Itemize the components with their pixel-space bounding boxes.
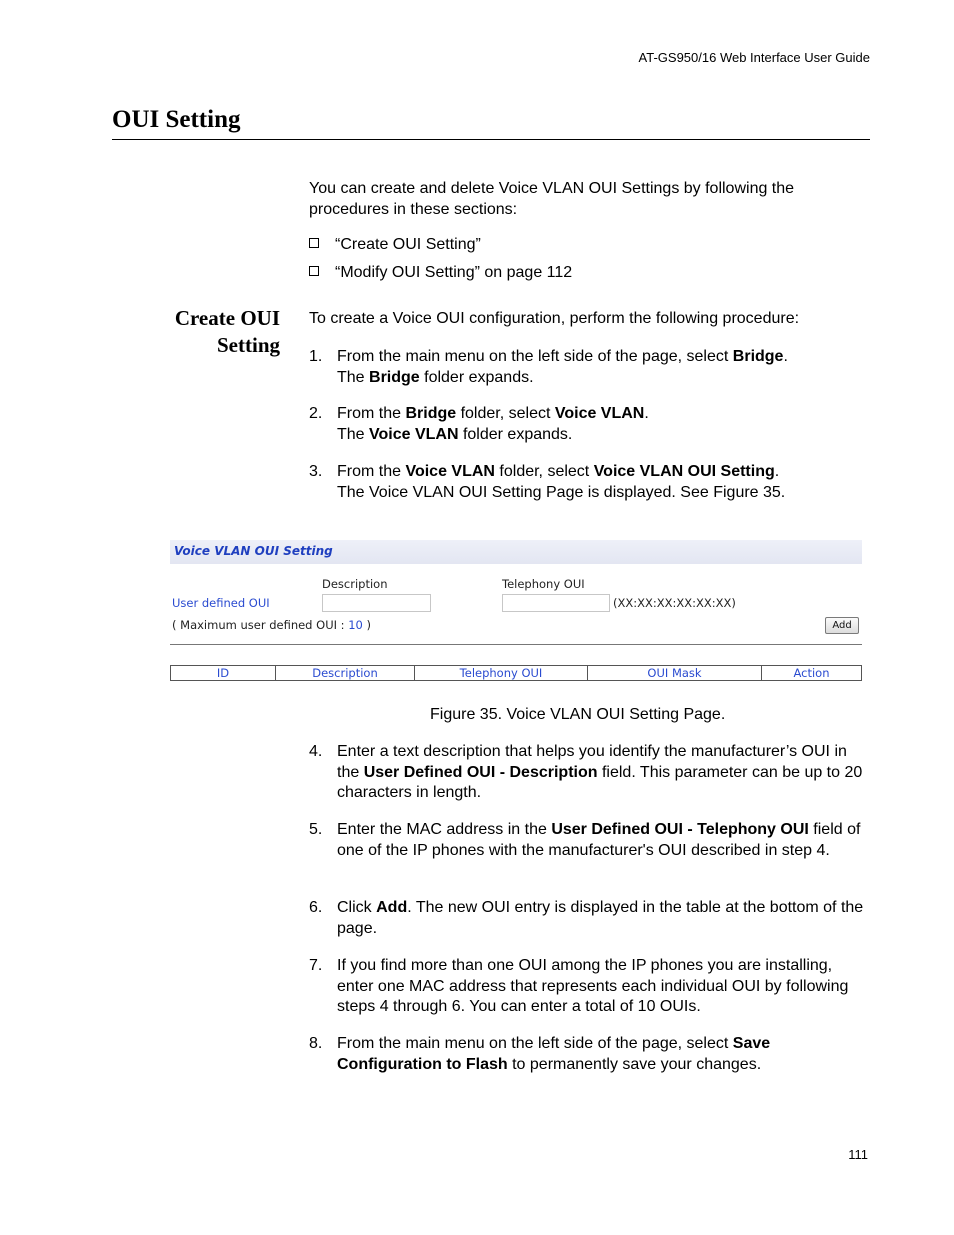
column-header-id[interactable]: ID (171, 666, 276, 680)
step-text-run: folder, select (456, 405, 555, 422)
running-header: AT-GS950/16 Web Interface User Guide (638, 50, 870, 65)
oui-table-header (170, 665, 862, 681)
figure-panel-title: Voice VLAN OUI Setting (174, 544, 333, 558)
step-bold-term: Add (376, 899, 408, 916)
description-label: Description (322, 577, 388, 591)
column-header-telephony-oui[interactable]: Telephony OUI (415, 666, 588, 680)
step-bold-term: Bridge (732, 348, 784, 365)
step-text (337, 742, 869, 804)
page-number: 111 (848, 1147, 868, 1162)
column-header-description[interactable]: Description (276, 666, 415, 680)
max-oui-text (172, 618, 371, 632)
step-bold-term: Voice VLAN (369, 425, 459, 443)
step-bold-term: Voice VLAN (554, 405, 645, 422)
step-text-run: Enter the MAC address in the (337, 821, 552, 838)
step-text (337, 347, 869, 368)
step-text (337, 368, 869, 389)
step-bold-term: Bridge (405, 405, 457, 422)
figure-title-bar (170, 540, 862, 564)
step-bold-term: Save Configuration to Flash (337, 1035, 771, 1073)
step-number: 4. (309, 743, 323, 760)
bullet-text: “Create OUI Setting” (335, 236, 481, 253)
figure-screenshot (170, 540, 862, 685)
subsection-intro: To create a Voice OUI configuration, perform the following procedure: (309, 310, 800, 327)
telephony-oui-input[interactable] (502, 594, 610, 612)
step-text-run: . (774, 463, 780, 480)
step-number: 1. (309, 348, 323, 365)
telephony-oui-label: Telephony OUI (502, 577, 585, 591)
add-button[interactable]: Add (825, 617, 859, 634)
step-text-run: folder expands. (419, 368, 534, 386)
step-text (337, 1034, 869, 1075)
column-header-oui-mask[interactable]: OUI Mask (588, 666, 762, 680)
step-text-run: to permanently save your changes. (507, 1055, 762, 1073)
step-number: 8. (309, 1035, 323, 1052)
user-defined-oui-label: User defined OUI (172, 596, 270, 610)
bullet-text: “Modify OUI Setting” on page 112 (335, 264, 573, 281)
step-number: 7. (309, 957, 323, 974)
step-text-run: From the (337, 463, 406, 480)
step-text-run: The (337, 368, 370, 386)
step-text (337, 425, 869, 446)
step-number: 2. (309, 405, 323, 422)
format-hint: (XX:XX:XX:XX:XX:XX) (613, 596, 736, 610)
bullet-item (309, 264, 572, 282)
step-text-run: Enter a text description that helps you identify the manufacturer’s OUI in the (337, 743, 847, 781)
checkbox-bullet-icon (309, 266, 319, 276)
column-header-action[interactable]: Action (793, 666, 830, 680)
step-text-run: From the (337, 405, 406, 422)
max-oui-value: 10 (348, 618, 363, 632)
step-text (337, 404, 869, 425)
step-bold-term: Voice VLAN (405, 463, 495, 480)
figure-divider (170, 644, 862, 645)
step-text (337, 956, 869, 1018)
step-text-run: The (337, 425, 370, 443)
step-text (337, 898, 869, 939)
step-bold-term: Voice VLAN OUI Setting (593, 463, 775, 480)
subsection-title-line: Setting (217, 333, 280, 357)
step-bold-term: Bridge (369, 368, 420, 386)
title-divider (112, 139, 870, 140)
intro-paragraph: You can create and delete Voice VLAN OUI Settings by following the procedures in these sections: (309, 180, 795, 218)
step-text (337, 462, 869, 483)
step-bold-term: User Defined OUI - Description (363, 763, 598, 781)
step-text-run: folder expands. (458, 425, 573, 443)
step-text (337, 820, 869, 861)
step-number: 6. (309, 899, 323, 916)
bullet-item (309, 236, 481, 254)
max-oui-prefix: ( Maximum user defined OUI : (172, 618, 349, 632)
step-number: 3. (309, 463, 323, 480)
subsection-title (140, 305, 280, 359)
step-text-run: From the main menu on the left side of the page, select (337, 1035, 733, 1052)
step-bold-term: User Defined OUI - Telephony OUI (551, 821, 809, 838)
subsection-title-line: Create OUI (174, 306, 280, 330)
step-text-run: field of one of the IP phones with the manufacturer's OUI described in step 4. (337, 821, 861, 859)
step-text-run: From the main menu on the left side of the page, select (337, 348, 733, 365)
max-oui-suffix: ) (362, 618, 371, 632)
description-input[interactable] (322, 594, 431, 612)
step-text (337, 483, 869, 504)
step-text-run: . The new OUI entry is displayed in the table at the bottom of the page. (337, 899, 864, 937)
step-number: 5. (309, 821, 323, 838)
step-text-run: If you find more than one OUI among the IP phones you are installing, enter one MAC address that represents each individual OUI by following steps 4 through 6. You can enter a total of 10 OUIs. (337, 957, 849, 1015)
step-text-run: . (644, 405, 649, 422)
step-text-run: Click (337, 899, 377, 916)
section-title: OUI Setting (112, 106, 241, 133)
step-text-run: field. This parameter can be up to 20 characters in length. (337, 763, 863, 801)
step-text-run: The Voice VLAN OUI Setting Page is displayed. See Figure 35. (337, 483, 786, 501)
step-text-run: folder, select (494, 463, 594, 480)
checkbox-bullet-icon (309, 238, 319, 248)
step-text-run: . (783, 348, 788, 365)
figure-caption: Figure 35. Voice VLAN OUI Setting Page. (430, 706, 726, 723)
